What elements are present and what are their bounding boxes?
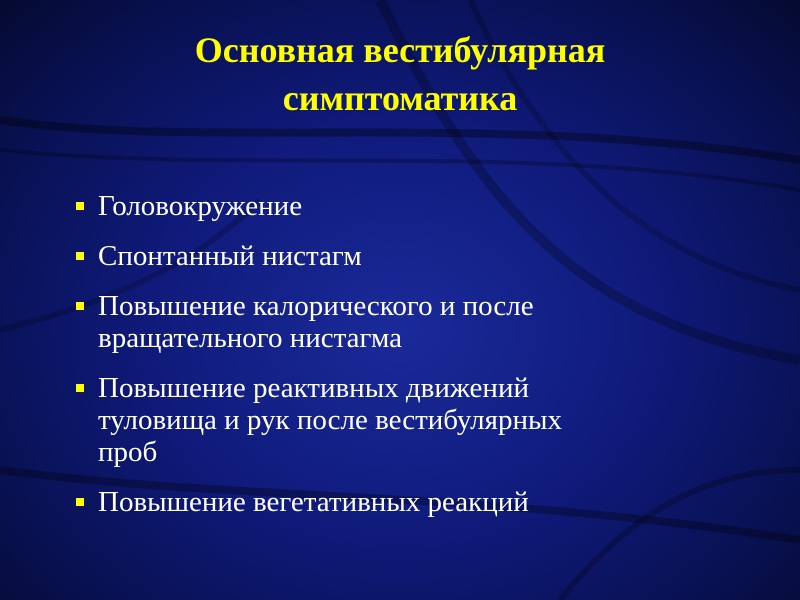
square-bullet-icon	[76, 498, 84, 506]
bullet-item-dizziness	[74, 190, 694, 222]
bullet-text-line-1: Повышение реактивных движений	[98, 372, 529, 404]
bullet-list	[74, 190, 694, 536]
bullet-text: Повышение вегетативных реакций	[98, 486, 529, 518]
bullet-text: Головокружение	[98, 190, 303, 222]
slide-title	[0, 26, 800, 122]
title-line-2: симптоматика	[282, 78, 518, 118]
bullet-text-line-1: Повышение калорического и после	[98, 290, 534, 322]
bullet-item-reactive-movements	[74, 372, 694, 468]
bullet-text-line-2: туловища и рук после вестибулярных	[98, 404, 562, 436]
bullet-item-spontaneous-nystagmus	[74, 240, 694, 272]
square-bullet-icon	[76, 252, 84, 260]
title-line-1: Основная вестибулярная	[194, 30, 606, 70]
bullet-text-line-3: проб	[98, 436, 158, 468]
bullet-item-caloric-nystagmus	[74, 290, 694, 354]
square-bullet-icon	[76, 202, 84, 210]
bullet-text-line-2: вращательного нистагма	[98, 322, 403, 354]
bullet-text: Спонтанный нистагм	[98, 240, 362, 272]
square-bullet-icon	[76, 302, 84, 310]
square-bullet-icon	[76, 384, 84, 392]
bullet-item-vegetative-reactions	[74, 486, 694, 518]
